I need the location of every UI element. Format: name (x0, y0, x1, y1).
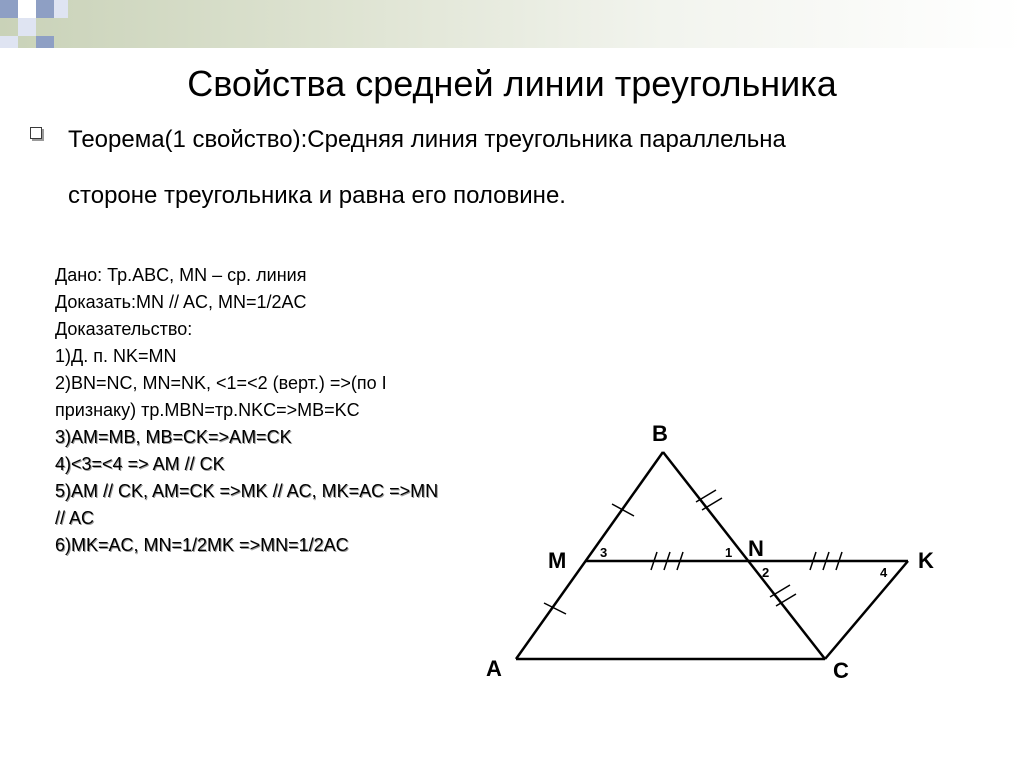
slide-title: Свойства средней линии треугольника (187, 63, 837, 104)
label-K: K (918, 548, 934, 573)
label-M: M (548, 548, 567, 573)
segment-KC (825, 561, 908, 659)
theorem-text: Теорема(1 свойство):Средняя линия треугольника параллельна стороне треугольника и равна его половине. (68, 126, 786, 209)
proof-line: признаку) тр.MBN=тр.NKC=>MB=KC (55, 400, 360, 420)
proof-line-highlighted: 4)<3=<4 => AM // CK (55, 454, 225, 474)
geometry-diagram (470, 400, 970, 700)
label-N: N (748, 536, 764, 561)
segment-BC (663, 452, 825, 659)
bullet-square-icon (30, 127, 42, 139)
proof-line: Доказать:MN // AC, MN=1/2AC (55, 292, 307, 312)
proof-line-highlighted: 5)AM // CK, AM=CK =>MK // AC, MK=AC =>MN (55, 481, 439, 501)
segment-AB (516, 452, 663, 659)
label-C: C (833, 658, 849, 683)
proof-line-highlighted: 3)AM=MB, MB=CK=>AM=CK (55, 427, 292, 447)
proof-line: 2)BN=NC, MN=NK, <1=<2 (верт.) =>(по I (55, 373, 387, 393)
angle-label-4: 4 (880, 565, 888, 580)
top-decorative-band (0, 0, 1024, 48)
label-A: A (486, 656, 502, 681)
proof-line: 1)Д. п. NK=MN (55, 346, 177, 366)
angle-label-1: 1 (725, 545, 733, 560)
angle-label-2: 2 (762, 565, 770, 580)
label-B: B (652, 421, 668, 446)
proof-line: Дано: Тр.ABC, MN – ср. линия (55, 265, 307, 285)
proof-line: Доказательство: (55, 319, 193, 339)
proof-line-highlighted: 6)MK=AC, MN=1/2MK =>MN=1/2AC (55, 535, 349, 555)
tick-marks (544, 490, 842, 614)
proof-line-highlighted: // AC (55, 508, 95, 528)
angle-label-3: 3 (600, 545, 608, 560)
